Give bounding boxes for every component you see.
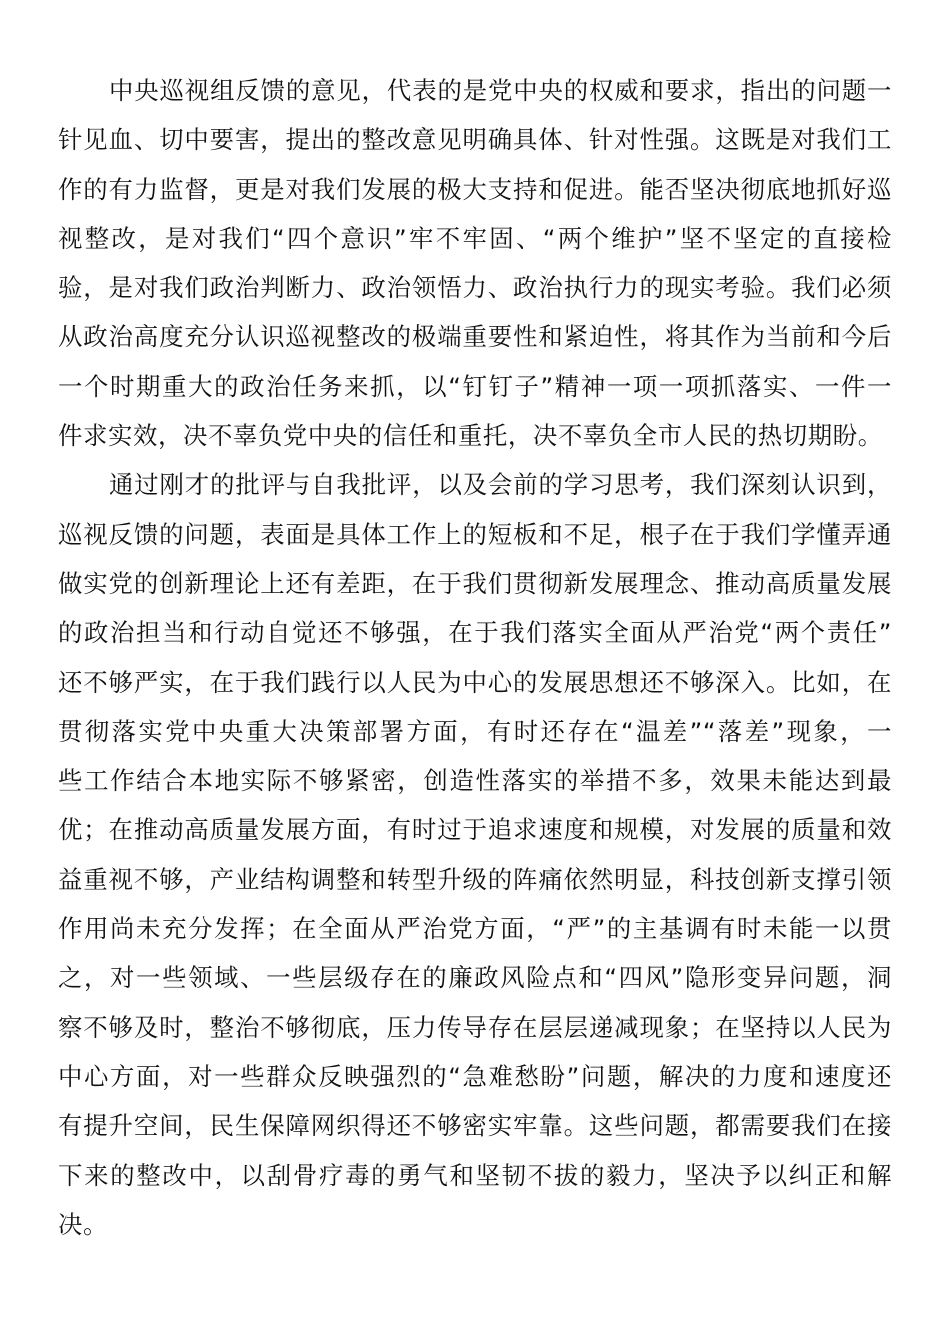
text-line: 些工作结合本地实际不够紧密，创造性落实的举措不多，效果未能达到最 [58, 766, 892, 796]
text-line: 从政治高度充分认识巡视整改的极端重要性和紧迫性，将其作为当前和今后 [58, 322, 892, 352]
text-line: 益重视不够，产业结构调整和转型升级的阵痛依然明显，科技创新支撑引领 [58, 864, 892, 894]
text-line: 巡视反馈的问题，表面是具体工作上的短板和不足，根子在于我们学懂弄通 [58, 519, 892, 549]
text-line: 针见血、切中要害，提出的整改意见明确具体、针对性强。这既是对我们工 [58, 125, 892, 155]
text-line: 下来的整改中，以刮骨疗毒的勇气和坚韧不拔的毅力，坚决予以纠正和解 [58, 1160, 892, 1190]
text-line: 视整改，是对我们“四个意识”牢不牢固、“两个维护”坚不坚定的直接检 [58, 223, 892, 253]
text-line: 决。 [58, 1209, 108, 1239]
text-line: 做实党的创新理论上还有差距，在于我们贯彻新发展理念、推动高质量发展 [58, 568, 892, 598]
text-line: 贯彻落实党中央重大决策部署方面，有时还存在“温差”“落差”现象，一 [58, 716, 892, 746]
text-line: 中央巡视组反馈的意见，代表的是党中央的权威和要求，指出的问题一 [109, 76, 892, 105]
text-line: 察不够及时，整治不够彻底，压力传导存在层层递减现象；在坚持以人民为 [58, 1012, 892, 1042]
text-line: 一个时期重大的政治任务来抓，以“钉钉子”精神一项一项抓落实、一件一 [58, 371, 892, 401]
text-line: 中心方面，对一些群众反映强烈的“急难愁盼”问题，解决的力度和速度还 [58, 1061, 892, 1091]
text-line: 件求实效，决不辜负党中央的信任和重托，决不辜负全市人民的热切期盼。 [58, 421, 883, 451]
text-line: 作用尚未充分发挥；在全面从严治党方面，“严”的主基调有时未能一以贯 [58, 914, 892, 944]
text-line: 的政治担当和行动自觉还不够强，在于我们落实全面从严治党“两个责任” [58, 618, 892, 648]
text-line: 验，是对我们政治判断力、政治领悟力、政治执行力的现实考验。我们必须 [58, 273, 892, 303]
paragraph-self-criticism [58, 460, 892, 1249]
text-line: 还不够严实，在于我们践行以人民为中心的发展思想还不够深入。比如，在 [58, 667, 892, 697]
text-line: 有提升空间，民生保障网织得还不够密实牢靠。这些问题，都需要我们在接 [58, 1111, 892, 1141]
text-line: 作的有力监督，更是对我们发展的极大支持和促进。能否坚决彻底地抓好巡 [58, 174, 892, 204]
text-line: 优；在推动高质量发展方面，有时过于追求速度和规模，对发展的质量和效 [58, 815, 892, 845]
text-line: 之，对一些领域、一些层级存在的廉政风险点和“四风”隐形变异问题，洞 [58, 963, 892, 993]
paragraph-inspection-feedback [58, 66, 892, 460]
text-line: 通过刚才的批评与自我批评，以及会前的学习思考，我们深刻认识到， [109, 470, 892, 500]
document-page [58, 66, 892, 1249]
